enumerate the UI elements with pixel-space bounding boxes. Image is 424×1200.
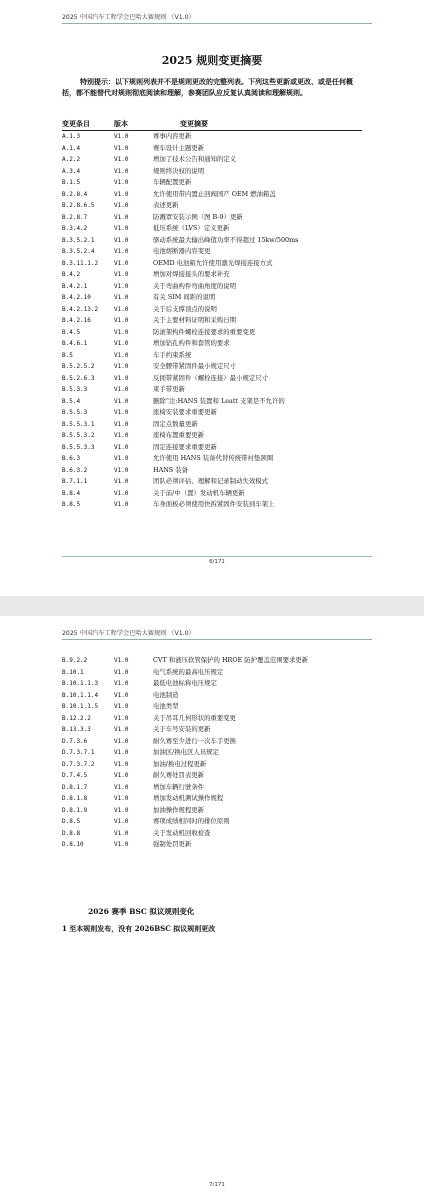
- change-version: V1.0: [114, 225, 129, 232]
- change-item-id: D.8.10: [62, 841, 84, 848]
- change-version: V1.0: [114, 351, 129, 359]
- table-row: [62, 488, 362, 500]
- change-item-id: B.5.3.3: [62, 386, 88, 393]
- table-row: [62, 315, 362, 327]
- table-row: [62, 816, 362, 828]
- change-summary: 赛事内容更新: [153, 132, 192, 140]
- change-summary: 赛车设计主题更新: [153, 143, 205, 152]
- change-summary: 防滚架构件螺栓连接要求的重要变更: [153, 327, 256, 336]
- change-version: V1.0: [114, 248, 129, 255]
- table-row: [62, 453, 362, 465]
- change-version: V1.0: [114, 760, 129, 768]
- change-item-id: B.10.1: [62, 668, 84, 676]
- change-item-id: B.5.4: [62, 397, 81, 405]
- column-header-item: 变更条目: [62, 119, 90, 128]
- change-version: V1.0: [114, 317, 129, 324]
- change-item-id: D.8.5: [62, 818, 81, 825]
- change-version: V1.0: [114, 726, 129, 733]
- change-version: V1.0: [114, 167, 129, 175]
- change-version: V1.0: [114, 501, 129, 508]
- change-item-id: B.10.1.1.4: [62, 691, 99, 699]
- table-row: [62, 442, 362, 454]
- change-summary: 耐久赛处罚表更新: [153, 771, 205, 779]
- change-summary: 增加对焊接接头的要求补充: [153, 270, 230, 278]
- table-row: [62, 373, 362, 385]
- change-version: V1.0: [114, 489, 129, 497]
- change-item-id: B.5: [62, 351, 73, 359]
- change-version: V1.0: [114, 236, 129, 244]
- table-row: [62, 143, 362, 155]
- table-row: [62, 361, 362, 373]
- change-version: V1.0: [114, 691, 129, 699]
- change-item-id: D.7.3.7.2: [62, 760, 95, 768]
- change-summary: 电池熔断器内容变更: [153, 247, 211, 255]
- table-row: [62, 235, 362, 247]
- change-summary: 关于吊耳几何形状的重要变更: [153, 713, 237, 722]
- change-summary: 增加车辆行驶条件: [153, 782, 205, 791]
- change-summary: 车身面板必须使用快拆紧固件安装到车架上: [153, 500, 275, 508]
- change-version: V1.0: [114, 144, 129, 152]
- change-version: V1.0: [114, 657, 129, 664]
- change-item-id: D.7.3.6: [62, 737, 88, 745]
- change-item-id: B.3.5.2.4: [62, 248, 95, 255]
- change-item-id: B.10.1.1.5: [62, 703, 99, 710]
- change-version: V1.0: [114, 703, 129, 710]
- table-row: [62, 678, 362, 690]
- change-version: V1.0: [114, 818, 129, 825]
- change-item-id: B.4.5: [62, 328, 81, 336]
- change-version: V1.0: [114, 749, 129, 756]
- change-summary: 关于发动机回收检查: [153, 828, 211, 837]
- table-row: [62, 327, 362, 339]
- change-version: V1.0: [114, 374, 129, 382]
- change-item-id: B.8.4: [62, 489, 81, 497]
- page-title: 2025 规则变更摘要: [161, 54, 263, 67]
- change-version: V1.0: [114, 190, 129, 198]
- change-item-id: A.3.4: [62, 167, 81, 175]
- change-summary: 加油区/换电区人员规定: [153, 748, 220, 756]
- page-header: 2025 中国汽车工程学会巴哈大赛规则 （V1.0）: [62, 12, 372, 24]
- change-table-page-6: [62, 131, 362, 511]
- change-version: V1.0: [114, 133, 129, 140]
- change-item-id: B.4.2.10: [62, 294, 91, 301]
- change-version: V1.0: [114, 340, 129, 347]
- section-text: 1 至本规则发布，没有 2026BSC 拟议规则更改: [62, 924, 216, 933]
- change-version: V1.0: [114, 668, 129, 676]
- change-summary: 关于车号安装的更新: [153, 725, 211, 733]
- change-item-id: B.13.3.3: [62, 726, 91, 733]
- change-item-id: B.1.5: [62, 179, 81, 186]
- change-summary: 最低电池标称电压规定: [153, 679, 217, 687]
- table-row: [62, 200, 362, 212]
- table-row: [62, 396, 362, 408]
- change-item-id: D.8.1.7: [62, 783, 88, 791]
- table-row: [62, 350, 362, 362]
- change-item-id: B.6.3.2: [62, 466, 88, 474]
- table-row: [62, 281, 362, 293]
- change-summary: 关于后支撑顶点的说明: [153, 304, 217, 313]
- change-summary: 电池制造: [153, 690, 179, 699]
- table-row: [62, 269, 362, 281]
- page-header: 2025 中国汽车工程学会巴哈大赛规则 （V1.0）: [62, 628, 372, 640]
- change-summary: 有关 SIM 间距的说明: [153, 293, 216, 301]
- change-version: V1.0: [114, 202, 129, 209]
- change-version: V1.0: [114, 328, 129, 336]
- table-row: [62, 407, 362, 419]
- table-row: [62, 258, 362, 270]
- change-item-id: B.2.8.6.5: [62, 202, 95, 209]
- section-heading: 2026 赛季 BSC 拟议规则变化: [88, 907, 195, 916]
- table-row: [62, 655, 362, 667]
- table-row: [62, 667, 362, 679]
- document-page-6: [0, 0, 424, 596]
- change-summary: 安全腰带紧固件最小规定尺寸: [153, 362, 237, 370]
- change-version: V1.0: [114, 305, 129, 313]
- change-summary: CVT 和液压软管保护的 HROE 防护覆盖范围要求更新: [153, 656, 309, 664]
- change-item-id: B.5.5.3.3: [62, 443, 95, 451]
- change-version: V1.0: [114, 806, 129, 814]
- change-item-id: B.3.5.2.1: [62, 236, 95, 244]
- change-table-page-7: [62, 655, 362, 851]
- table-row: [62, 476, 362, 488]
- change-summary: 删除“注:HANS 装置和 Leatt 支架是不允许的: [153, 396, 285, 405]
- table-row: [62, 828, 362, 840]
- change-version: V1.0: [114, 737, 129, 745]
- table-row: [62, 747, 362, 759]
- change-item-id: D.7.4.5: [62, 772, 88, 779]
- change-item-id: B.5.2.5.2: [62, 363, 95, 370]
- change-summary: 赛项成绩相同时的排位原则: [153, 817, 230, 825]
- change-summary: 增加钻孔构件和套管的要求: [153, 339, 230, 347]
- change-summary: 固定连接要求重要更新: [153, 442, 217, 451]
- change-version: V1.0: [114, 363, 129, 370]
- table-row: [62, 713, 362, 725]
- change-item-id: D.8.1.8: [62, 795, 88, 802]
- table-header: [62, 119, 362, 131]
- change-summary: 电气系统的最高电压规定: [153, 667, 224, 676]
- change-summary: 电池类型: [153, 702, 179, 710]
- change-summary: 团队必须评估、理解和记录制动失效模式: [153, 477, 269, 485]
- special-notice: 特别提示：以下规则列表并不是规则更改的完整列表。下列这些更新或更改、或是任何概括，都不能替代对规则彻底阅读和理解，参赛团队应反复认真阅读和理解规则。: [62, 77, 353, 97]
- column-header-summary: 变更摘要: [180, 119, 208, 128]
- change-item-id: B.10.1.1.3: [62, 680, 99, 687]
- change-version: V1.0: [114, 455, 129, 462]
- change-version: V1.0: [114, 156, 129, 163]
- table-row: [62, 154, 362, 166]
- table-row: [62, 724, 362, 736]
- change-item-id: B.3.4.2: [62, 225, 88, 232]
- table-row: [62, 701, 362, 713]
- change-version: V1.0: [114, 213, 129, 221]
- table-row: [62, 131, 362, 143]
- change-item-id: B.4.2.13.2: [62, 305, 99, 313]
- change-item-id: A.1.4: [62, 144, 81, 152]
- change-version: V1.0: [114, 397, 129, 405]
- change-item-id: B.4.6.1: [62, 340, 88, 347]
- change-summary: 防溅罩安装示例（图 B-9）更新: [153, 212, 243, 221]
- change-item-id: B.2.8.7: [62, 213, 88, 221]
- change-version: V1.0: [114, 386, 129, 393]
- change-version: V1.0: [114, 420, 129, 428]
- change-item-id: D.7.3.7.1: [62, 749, 95, 756]
- change-summary: 允许使用带内置止回阀国产 OEM 燃油箱盖: [153, 189, 276, 198]
- page-number: 6/171: [62, 556, 372, 565]
- change-item-id: B.4.2: [62, 271, 81, 278]
- table-row: [62, 759, 362, 771]
- change-version: V1.0: [114, 772, 129, 779]
- change-item-id: B.5.5.3: [62, 409, 88, 416]
- change-summary: OEMD 电池箱允许使用激光焊接连接方式: [153, 258, 273, 267]
- change-item-id: D.8.8: [62, 829, 81, 837]
- table-row: [62, 430, 362, 442]
- table-row: [62, 793, 362, 805]
- change-summary: 车手约束系统: [153, 350, 192, 359]
- table-row: [62, 736, 362, 748]
- change-summary: 增加了技术公告和通知的定义: [153, 155, 237, 163]
- change-summary: 座椅安装要求重要更新: [153, 408, 217, 416]
- change-summary: 低压系统（LVS）定义更新: [153, 224, 230, 232]
- column-header-version: 版本: [114, 119, 128, 128]
- change-item-id: B.2.8.4: [62, 190, 88, 198]
- change-version: V1.0: [114, 409, 129, 416]
- change-item-id: B.4.2.16: [62, 317, 91, 324]
- table-row: [62, 189, 362, 201]
- change-summary: 规则终决权的说明: [153, 166, 205, 175]
- change-version: V1.0: [114, 841, 129, 848]
- change-version: V1.0: [114, 829, 129, 837]
- change-summary: 驱动系统最大输出峰值功率不得超过 15kw/500ms: [153, 235, 299, 244]
- change-version: V1.0: [114, 179, 129, 186]
- change-version: V1.0: [114, 783, 129, 791]
- change-version: V1.0: [114, 294, 129, 301]
- table-row: [62, 690, 362, 702]
- table-row: [62, 782, 362, 794]
- change-item-id: A.1.3: [62, 133, 81, 140]
- change-item-id: D.8.1.9: [62, 806, 88, 814]
- table-row: [62, 805, 362, 817]
- change-summary: 增加发动机测试操作规程: [153, 794, 224, 802]
- table-row: [62, 499, 362, 511]
- change-summary: 座椅布置重要更新: [153, 431, 205, 439]
- table-row: [62, 338, 362, 350]
- table-row: [62, 292, 362, 304]
- change-version: V1.0: [114, 680, 129, 687]
- change-version: V1.0: [114, 282, 129, 290]
- change-item-id: B.5.5.3.2: [62, 432, 95, 439]
- change-version: V1.0: [114, 466, 129, 474]
- change-item-id: B.9.2.2: [62, 657, 88, 664]
- change-summary: 反拥带紧固件（螺栓连接）最小规定尺寸: [153, 373, 269, 382]
- change-item-id: B.7.1.1: [62, 478, 88, 485]
- table-row: [62, 166, 362, 178]
- change-summary: HANS 装备: [153, 465, 188, 474]
- change-item-id: B.4.2.1: [62, 282, 88, 290]
- change-item-id: A.2.2: [62, 156, 81, 163]
- change-summary: 加油/换电过程更新: [153, 759, 207, 768]
- table-row: [62, 304, 362, 316]
- table-row: [62, 465, 362, 477]
- change-version: V1.0: [114, 714, 129, 722]
- table-row: [62, 419, 362, 431]
- change-summary: 允许使用 HANS 装备代替传统带衬垫颈圈: [153, 454, 274, 462]
- change-summary: 车辆配置更新: [153, 178, 192, 186]
- document-page-7: [0, 616, 424, 1200]
- change-item-id: B.12.2.2: [62, 714, 91, 722]
- change-item-id: B.5.5.3.1: [62, 420, 95, 428]
- change-summary: 关于弯曲构件弯曲角度的说明: [153, 281, 237, 290]
- table-row: [62, 212, 362, 224]
- table-row: [62, 223, 362, 235]
- change-summary: 关于前/中（置）发动机车辆更新: [153, 488, 245, 497]
- change-version: V1.0: [114, 443, 129, 451]
- change-item-id: B.3.11.1.2: [62, 259, 99, 267]
- change-summary: 强制处罚更新: [153, 840, 192, 848]
- change-item-id: B.5.2.6.3: [62, 374, 95, 382]
- page-number: 7/171: [209, 1182, 225, 1188]
- change-summary: 束手带更新: [153, 385, 185, 393]
- change-summary: 耐久赛至少进行一次车手更换: [153, 736, 237, 745]
- change-summary: 加油操作规程更新: [153, 805, 205, 814]
- table-row: [62, 839, 362, 851]
- change-version: V1.0: [114, 795, 129, 802]
- change-item-id: B.6.3: [62, 455, 81, 462]
- table-row: [62, 770, 362, 782]
- change-summary: 表述更新: [153, 201, 179, 209]
- change-version: V1.0: [114, 271, 129, 278]
- change-summary: 固定点数量更新: [153, 419, 198, 428]
- table-row: [62, 177, 362, 189]
- change-version: V1.0: [114, 432, 129, 439]
- table-row: [62, 384, 362, 396]
- change-summary: 关于主要材料证明和采购日期: [153, 316, 237, 324]
- table-row: [62, 246, 362, 258]
- change-version: V1.0: [114, 478, 129, 485]
- change-version: V1.0: [114, 259, 129, 267]
- change-item-id: B.8.5: [62, 501, 81, 508]
